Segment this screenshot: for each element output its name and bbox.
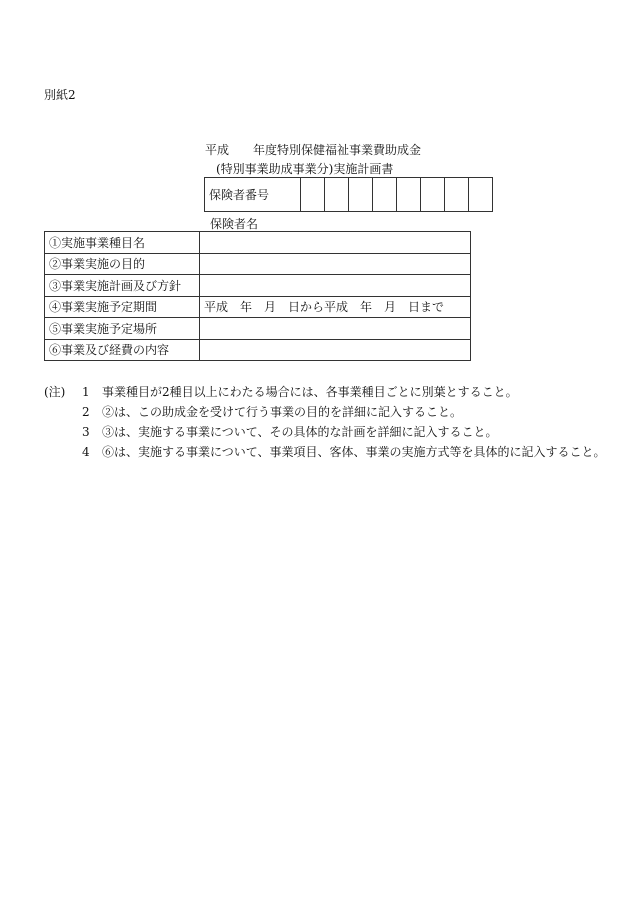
note-item — [44, 423, 498, 440]
insurer-number-cell[interactable] — [301, 178, 325, 212]
row-value[interactable] — [200, 253, 471, 275]
row-value[interactable]: 平成 年 月 日から平成 年 月 日まで — [200, 296, 471, 318]
row-label: ⑤事業実施予定場所 — [45, 318, 200, 340]
table-row — [45, 253, 471, 275]
note-number: 4 — [82, 445, 90, 459]
note-item — [44, 443, 606, 460]
note-number: 1 — [82, 385, 90, 399]
note-number: 2 — [82, 405, 90, 419]
insurer-number-table — [204, 177, 493, 212]
note-item — [44, 403, 462, 420]
attachment-label: 別紙2 — [44, 88, 76, 102]
row-label: ②事業実施の目的 — [45, 253, 200, 275]
row-value[interactable] — [200, 318, 471, 340]
note-item — [44, 383, 518, 400]
row-value[interactable] — [200, 275, 471, 297]
table-row — [45, 339, 471, 361]
note-text: 事業種目が2種目以上にわたる場合には、各事業種目ごとに別葉とすること。 — [102, 385, 518, 399]
insurer-number-cell[interactable] — [349, 178, 373, 212]
table-row — [45, 275, 471, 297]
note-text: ⑥は、実施する事業について、事業項目、客体、事業の実施方式等を具体的に記入すること。 — [102, 445, 606, 459]
row-label: ⑥事業及び経費の内容 — [45, 339, 200, 361]
document-title: 平成 年度特別保健福祉事業費助成金 — [205, 143, 422, 157]
table-row — [45, 318, 471, 340]
table-row — [45, 232, 471, 254]
table-row — [45, 296, 471, 318]
note-text: ②は、この助成金を受けて行う事業の目的を詳細に記入すること。 — [102, 405, 463, 419]
plan-table — [44, 231, 471, 361]
insurer-number-cell[interactable] — [397, 178, 421, 212]
row-value[interactable] — [200, 339, 471, 361]
insurer-number-label: 保険者番号 — [205, 178, 301, 212]
insurer-name-label: 保険者名 — [210, 217, 259, 231]
document-subtitle: (特別事業助成事業分)実施計画書 — [216, 162, 394, 176]
insurer-number-cell[interactable] — [469, 178, 493, 212]
insurer-number-cell[interactable] — [325, 178, 349, 212]
row-label: ①実施事業種目名 — [45, 232, 200, 254]
row-label: ③事業実施計画及び方針 — [45, 275, 200, 297]
insurer-number-cell[interactable] — [373, 178, 397, 212]
insurer-number-cell[interactable] — [421, 178, 445, 212]
note-text: ③は、実施する事業について、その具体的な計画を詳細に記入すること。 — [102, 425, 498, 439]
row-label: ④事業実施予定期間 — [45, 296, 200, 318]
row-value[interactable] — [200, 232, 471, 254]
notes-prefix: (注) — [44, 385, 66, 399]
insurer-number-cell[interactable] — [445, 178, 469, 212]
note-number: 3 — [82, 425, 90, 439]
